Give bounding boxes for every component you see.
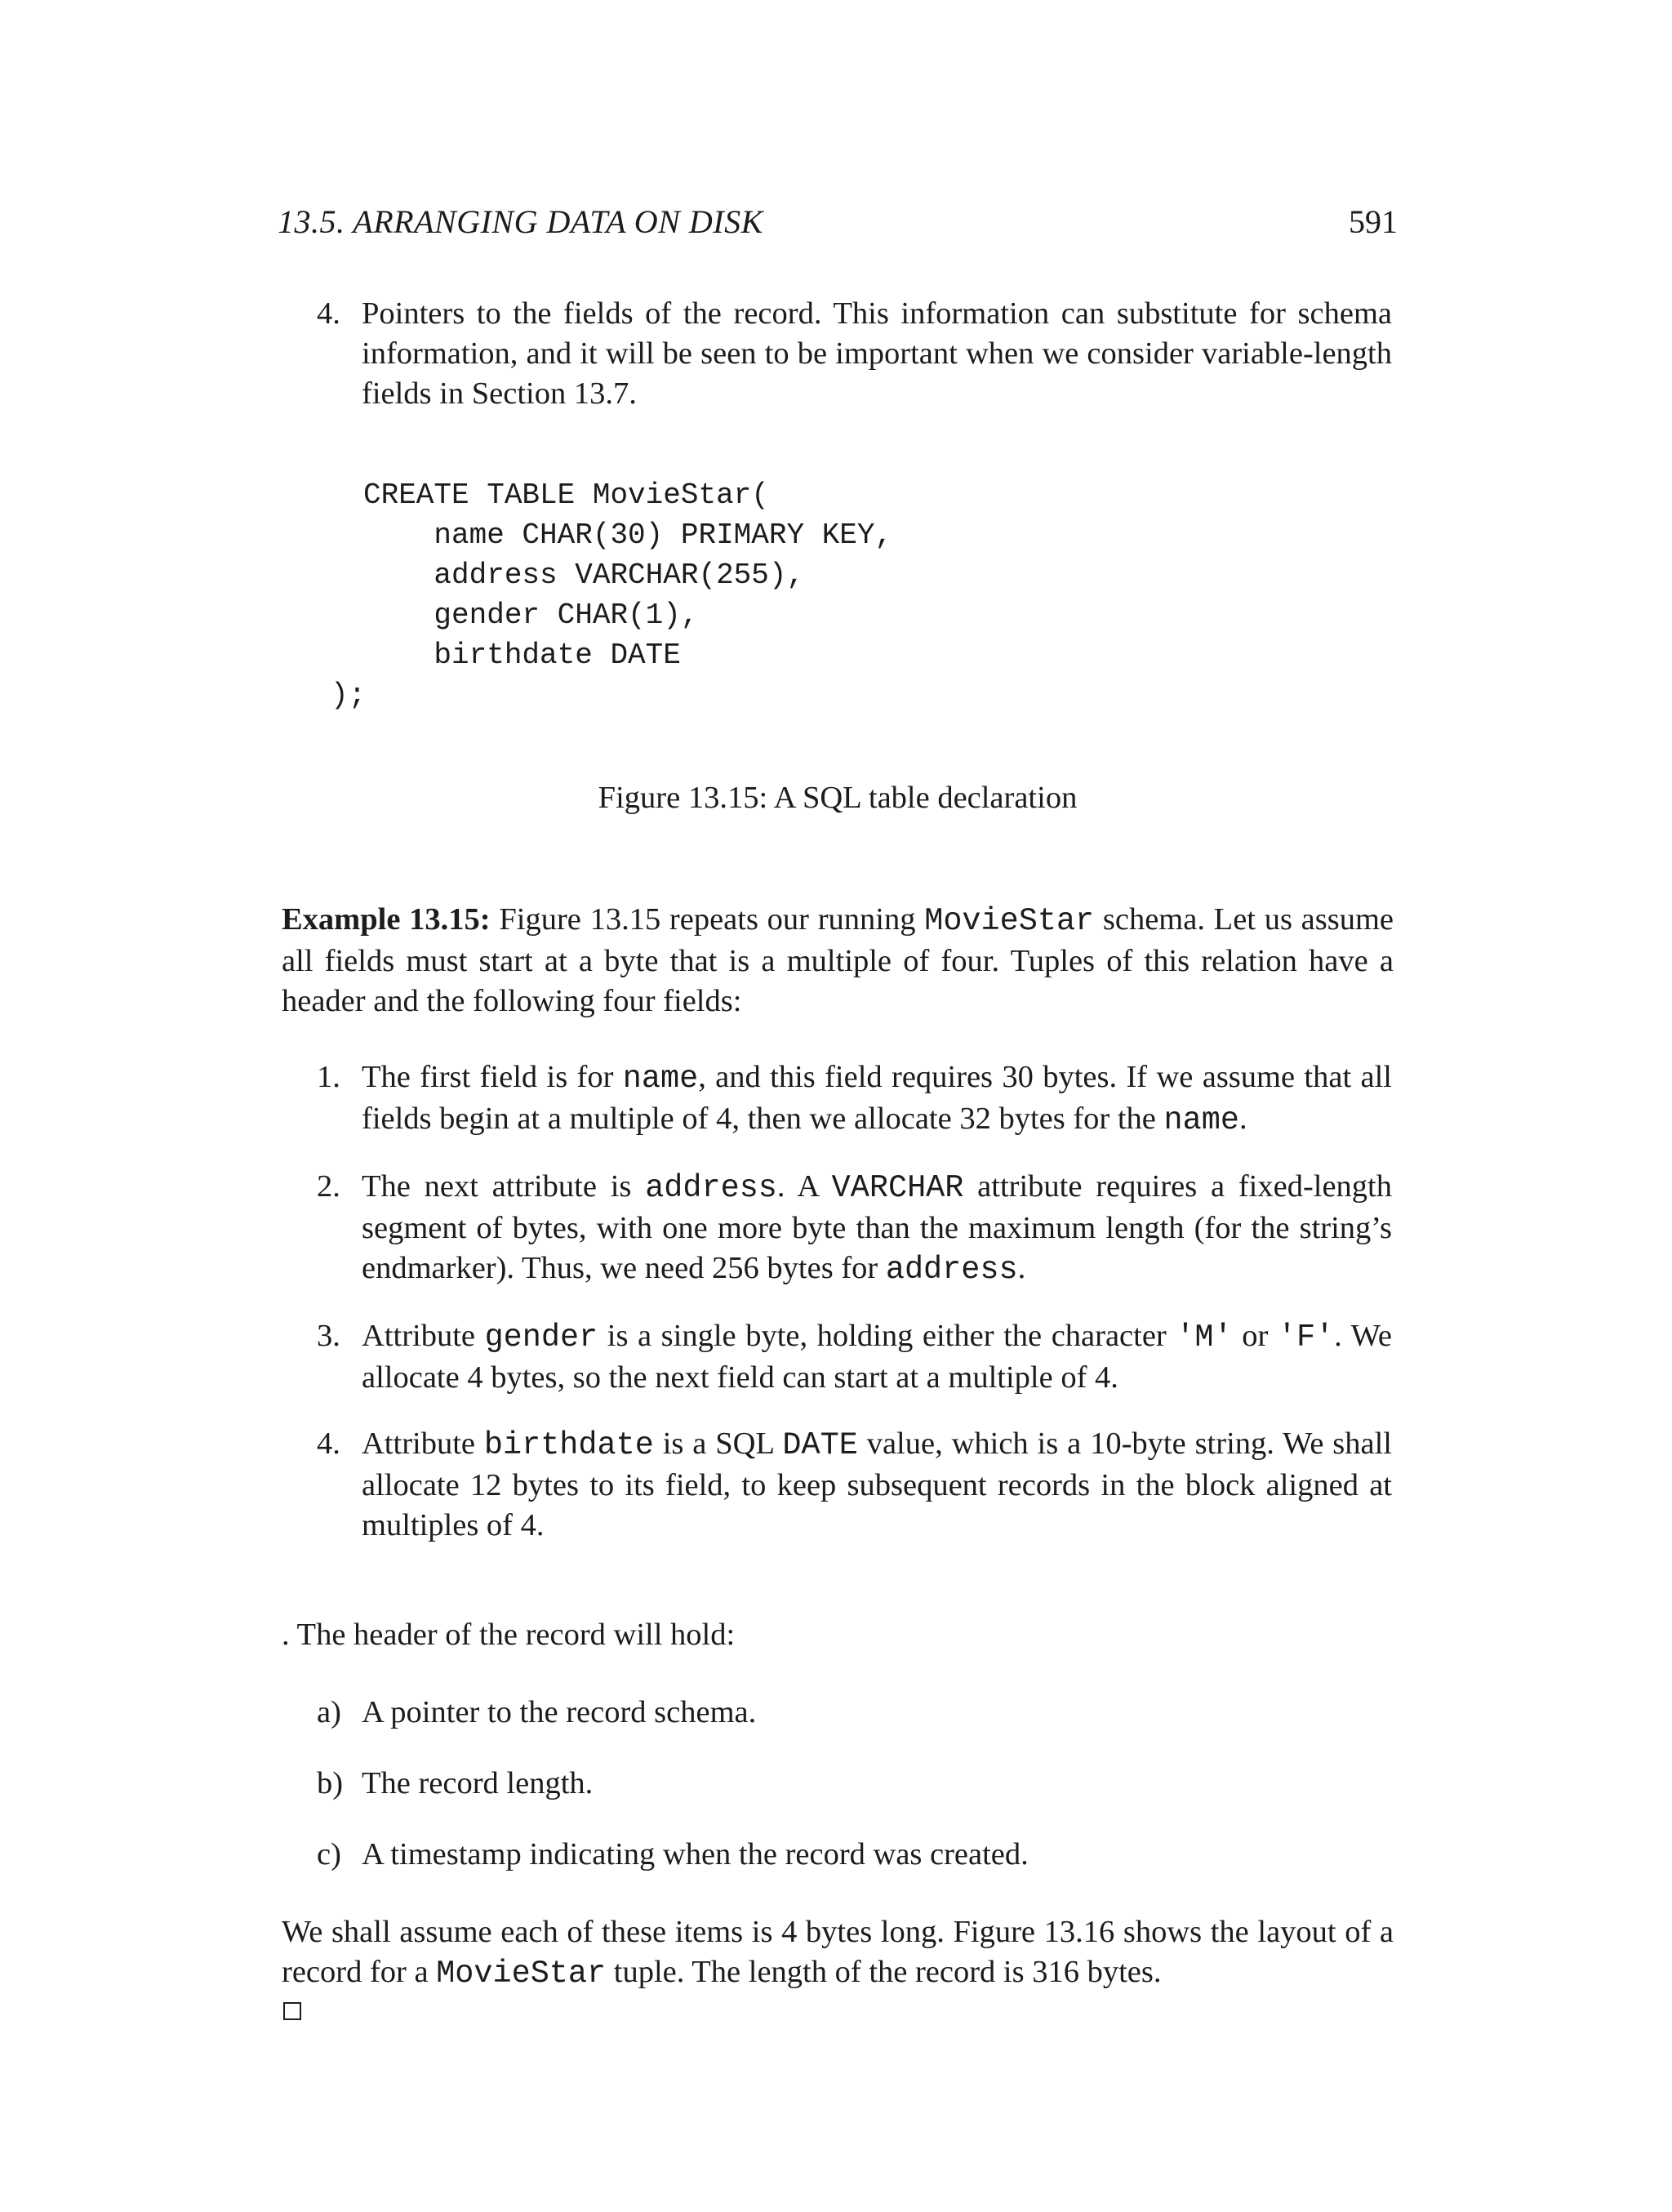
page-header	[278, 203, 1398, 251]
code-line: );	[331, 679, 367, 712]
code-line: CREATE TABLE MovieStar(	[363, 478, 769, 512]
code-line: address VARCHAR(255),	[363, 559, 805, 592]
qed-square-icon	[283, 2002, 301, 2020]
code-term: name	[1163, 1102, 1239, 1138]
code-line: name CHAR(30) PRIMARY KEY,	[363, 519, 893, 552]
field-item: 1. The first field is for name, and this field requires 30 bytes. If we assume that all fields begin at a multiple of 4, then we allocate 32 bytes for the name.	[362, 1057, 1392, 1141]
header-item	[317, 1764, 1392, 1804]
list-item-text: A timestamp indicating when the record was created.	[362, 1837, 1029, 1872]
code-term: address	[645, 1170, 777, 1206]
field-item: 4. Attribute birthdate is a SQL DATE value, which is a 10-byte string. We shall allocate 12 bytes to its field, to keep subsequent records in the block aligned at multiples of 4.	[362, 1424, 1392, 1546]
header-item	[317, 1835, 1392, 1875]
list-number: 2.	[317, 1169, 340, 1204]
example-label: Example 13.15:	[282, 902, 491, 937]
field-item: 3. Attribute gender is a single byte, holding either the character 'M' or 'F'. We allocate 4 bytes, so the next field can start at a multiple of 4.	[362, 1316, 1392, 1398]
running-head: 13.5. ARRANGING DATA ON DISK	[278, 203, 763, 240]
figure-caption: Figure 13.15: A SQL table declaration	[598, 781, 1078, 815]
sql-code-block	[331, 475, 892, 715]
code-term: 'M'	[1176, 1320, 1233, 1355]
code-term: birthdate	[483, 1427, 654, 1463]
code-term: name	[622, 1061, 699, 1097]
list-number: 4.	[317, 296, 340, 331]
code-term: DATE	[782, 1427, 858, 1463]
header-item	[317, 1693, 1392, 1733]
list-item-text: The record length.	[362, 1766, 594, 1800]
field-list	[317, 1057, 1393, 1546]
header-intro-text: . The header of the record will hold:	[282, 1618, 736, 1652]
code-term: MovieStar	[924, 903, 1095, 939]
code-term: 'F'	[1277, 1320, 1335, 1355]
list-number: 4.	[317, 1426, 340, 1461]
intro-list-item	[317, 294, 1392, 414]
list-letter: b)	[317, 1766, 344, 1800]
code-line: birthdate DATE	[363, 639, 681, 672]
list-number: 1.	[317, 1060, 340, 1094]
code-term: VARCHAR	[831, 1170, 964, 1206]
list-letter: a)	[317, 1695, 341, 1729]
list-item-text: Pointers to the fields of the record. This information can substitute for schema information, and it will be seen to be important when we consider variable-length fields in Section 13.7.	[362, 296, 1392, 411]
page-number: 591	[1349, 203, 1398, 240]
list-item-text: A pointer to the record schema.	[362, 1695, 757, 1729]
code-term: gender	[484, 1320, 598, 1355]
closing-paragraph: We shall assume each of these items is 4 bytes long. Figure 13.16 shows the layout of a record for a MovieStar tuple. The length of the record is 316 bytes.	[282, 1915, 1394, 1992]
code-line: gender CHAR(1),	[363, 599, 699, 632]
example-paragraph: Example 13.15: Figure 13.15 repeats our running MovieStar schema. Let us assume all fields must start at a byte that is a multiple of four. Tuples of this relation have a header and the following four fields:	[282, 902, 1394, 1018]
list-letter: c)	[317, 1837, 341, 1872]
list-number: 3.	[317, 1319, 340, 1353]
code-term: address	[885, 1252, 1018, 1288]
field-item: 2. The next attribute is address. A VARCHAR attribute requires a fixed-length segment of bytes, with one more byte than the maximum length (for the string’s endmarker). Thus, we need 256 bytes for address.	[362, 1167, 1392, 1290]
code-term: MovieStar	[436, 1956, 607, 1992]
